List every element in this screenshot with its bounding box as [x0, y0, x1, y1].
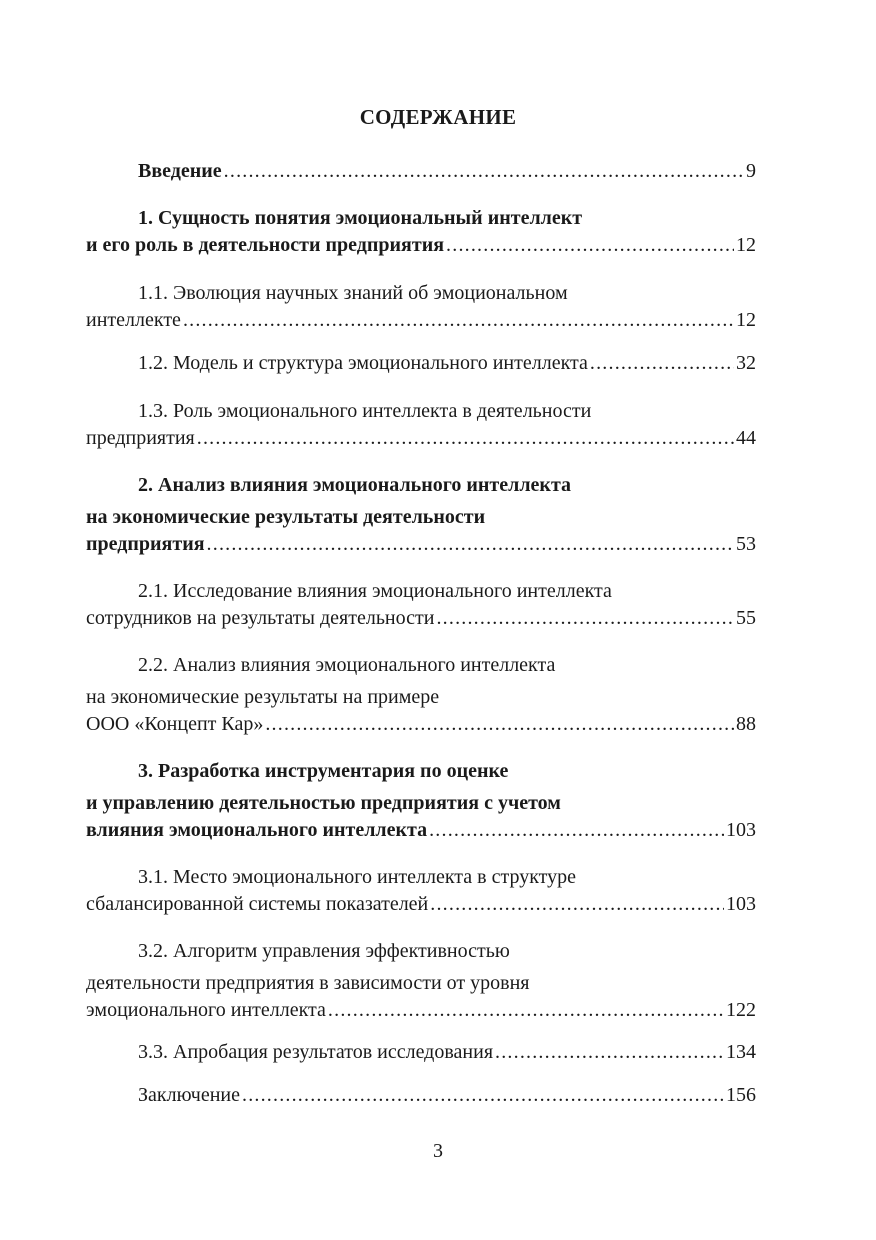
toc-entry-section-1-3[interactable] — [86, 395, 756, 450]
toc-entry-chapter-3[interactable] — [86, 755, 756, 842]
toc-entry-section-2-1[interactable] — [86, 575, 756, 630]
toc-page-number: 12 — [736, 309, 756, 331]
dot-leader — [265, 713, 734, 736]
toc-entry-title: на экономические результаты на примере — [86, 686, 440, 708]
toc-entry-title: эмоционального интеллекта — [86, 999, 326, 1021]
page-number: 3 — [433, 1140, 443, 1162]
toc-entry-title: интеллекте — [86, 309, 181, 331]
toc-entry-title: 2. Анализ влияния эмоционального интеллекта — [138, 474, 572, 496]
toc-page-number: 53 — [736, 533, 756, 555]
toc-entry-title: деятельности предприятия в зависимости от уровня — [86, 972, 530, 994]
dot-leader — [429, 819, 724, 842]
toc-entry-title: на экономические результаты деятельности — [86, 506, 486, 528]
toc-entry-title: Заключение — [138, 1084, 240, 1106]
toc-entry-chapter-2[interactable] — [86, 469, 756, 556]
toc-entry-title: и его роль в деятельности предприятия — [86, 234, 445, 256]
toc-entry-section-1-2[interactable] — [86, 352, 756, 375]
toc-entry-conclusion[interactable] — [86, 1084, 756, 1107]
toc-page-number: 134 — [726, 1041, 756, 1063]
dot-leader — [183, 309, 734, 332]
toc-page-number: 88 — [736, 713, 756, 735]
toc-entry-introduction[interactable] — [86, 160, 756, 183]
toc-entry-title: 3.2. Алгоритм управления эффективностью — [138, 940, 510, 962]
dot-leader — [242, 1084, 724, 1107]
dot-leader — [224, 160, 744, 183]
toc-entry-title: 2.2. Анализ влияния эмоционального интеллекта — [138, 654, 556, 676]
toc-entry-title: предприятия — [86, 533, 205, 555]
toc-entry-section-1-1[interactable] — [86, 277, 756, 332]
dot-leader — [430, 893, 724, 916]
toc-entry-title: Введение — [138, 160, 222, 182]
toc-entry-title: 1. Сущность понятия эмоциональный интеллект — [138, 207, 583, 229]
toc-entry-title: предприятия — [86, 427, 195, 449]
toc-entry-title: 1.1. Эволюция научных знаний об эмоциональном — [138, 282, 568, 304]
toc-entry-section-3-3[interactable] — [86, 1041, 756, 1064]
toc-page-number: 156 — [726, 1084, 756, 1106]
dot-leader — [495, 1041, 724, 1064]
toc-page-number: 44 — [736, 427, 756, 449]
toc-entry-title: сбалансированной системы показателей — [86, 893, 429, 915]
toc-entry-title: влияния эмоционального интеллекта — [86, 819, 428, 841]
toc-entry-section-3-2[interactable] — [86, 935, 756, 1022]
toc-page-number: 12 — [736, 234, 756, 256]
toc-page-number: 9 — [746, 160, 756, 182]
toc-entry-title: ООО «Концепт Кар» — [86, 713, 264, 735]
toc-entry-section-2-2[interactable] — [86, 649, 756, 736]
toc-page-number: 122 — [726, 999, 756, 1021]
toc-entry-title: 2.1. Исследование влияния эмоционального интеллекта — [138, 580, 612, 602]
toc-entry-title: сотрудников на результаты деятельности — [86, 607, 435, 629]
dot-leader — [590, 352, 734, 375]
toc-entry-title: 1.2. Модель и структура эмоционального интеллекта — [138, 352, 588, 374]
toc-page-number: 103 — [726, 893, 756, 915]
toc-entry-chapter-1[interactable] — [86, 202, 756, 257]
dot-leader — [446, 234, 734, 257]
toc-page-number: 32 — [736, 352, 756, 374]
dot-leader — [197, 427, 734, 450]
dot-leader — [328, 999, 724, 1022]
toc-entry-title: 3.1. Место эмоционального интеллекта в структуре — [138, 866, 577, 888]
toc-entry-title: 3.3. Апробация результатов исследования — [138, 1041, 494, 1063]
toc-entry-section-3-1[interactable] — [86, 861, 756, 916]
dot-leader — [207, 533, 734, 556]
dot-leader — [436, 607, 734, 630]
toc-page-number: 55 — [736, 607, 756, 629]
toc-entry-title: 3. Разработка инструментария по оценке — [138, 760, 509, 782]
toc-page-number: 103 — [726, 819, 756, 841]
page-title: СОДЕРЖАНИЕ — [359, 105, 517, 129]
toc-entry-title: 1.3. Роль эмоционального интеллекта в деятельности — [138, 400, 592, 422]
toc-entry-title: и управлению деятельностью предприятия с учетом — [86, 792, 561, 814]
